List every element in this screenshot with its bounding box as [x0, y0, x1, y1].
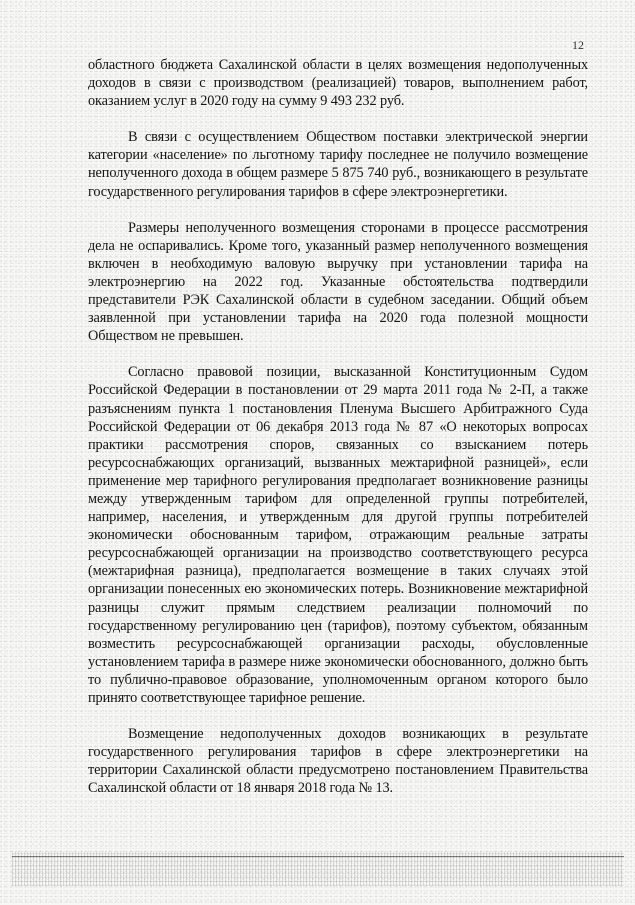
- paragraph-legal-position: Согласно правовой позиции, высказанной Конституционным Судом Российской Федерации в постановлении от 29 марта 2011 года № 2-П, а также разъяснениям пункта 1 постановления Пленума Высшего Арбитражного Суда Российской Федерации от 06 декабря 2013 года № 87 «О некоторых вопросах практики рассмотрения споров, связанных со взысканием потерь ресурсоснабжающих организаций, вызванных межтарифной разницей», если применение мер тарифного регулирования предполагает возникновение разницы между утвержденным тарифом для определенной группы потребителей, например, населения, и утвержденным для другой группы потребителей экономически обоснованным тарифом, отражающим реальные затраты ресурсоснабжающей организации на производство соответствующего ресурса (межтарифная разница), предполагается возмещение в таких случаях этой организации понесенных ею экономических потерь. Возникновение межтарифной разницы служит прямым следствием реализации полномочий по государственному регулированию цен (тарифов), поэтому субъектом, обязанным возместить ресурсоснабжающей организации расходы, обусловленные установлением тарифа в размере ниже экономически обоснованного, должно быть то публично-правовое образование, уполномоченным органом которого было принято соответствующее тарифное решение.: [88, 364, 588, 706]
- paragraph-gap: [88, 201, 588, 219]
- paragraph-budget-compensation: областного бюджета Сахалинской области в целях возмещения недополученных доходов в связи с производством (реализацией) товаров, выполнением работ, оказанием услуг в 2020 году на сумму 9 493 232 руб.: [88, 57, 588, 110]
- paragraph-regional-decree: Возмещение недополученных доходов возникающих в результате государственного регулирования тарифов в сфере электроэнергетики на территории Сахалинской области предусмотрено постановлением Правительства Сахалинской области от 18 января 2018 года № 13.: [88, 726, 588, 797]
- scan-footer-noise: [12, 852, 624, 886]
- paragraph-population-tariff: В связи с осуществлением Обществом поставки электрической энергии категории «население» по льготному тарифу последнее не получило возмещение неполученного дохода в общем размере 5 875 740 руб., возникающего в результате государственного регулирования тарифов в сфере электроэнергетики.: [88, 129, 588, 200]
- paragraph-gap: [88, 345, 588, 363]
- paragraph-compensation-size: Размеры неполученного возмещения сторонами в процессе рассмотрения дела не оспаривались. Кроме того, указанный размер неполученного возмещения включен в необходимую валовую выручку при установлении тарифа на электроэнергию на 2022 год. Указанные обстоятельства подтвердили представители РЭК Сахалинской области в судебном заседании. Общий объем заявленной при установлении тарифа на 2020 года полезной мощности Обществом не превышен.: [88, 219, 588, 345]
- page-number: 12: [572, 38, 584, 52]
- paragraph-gap: [88, 707, 588, 725]
- document-body: [88, 56, 588, 797]
- paragraph-gap: [88, 110, 588, 128]
